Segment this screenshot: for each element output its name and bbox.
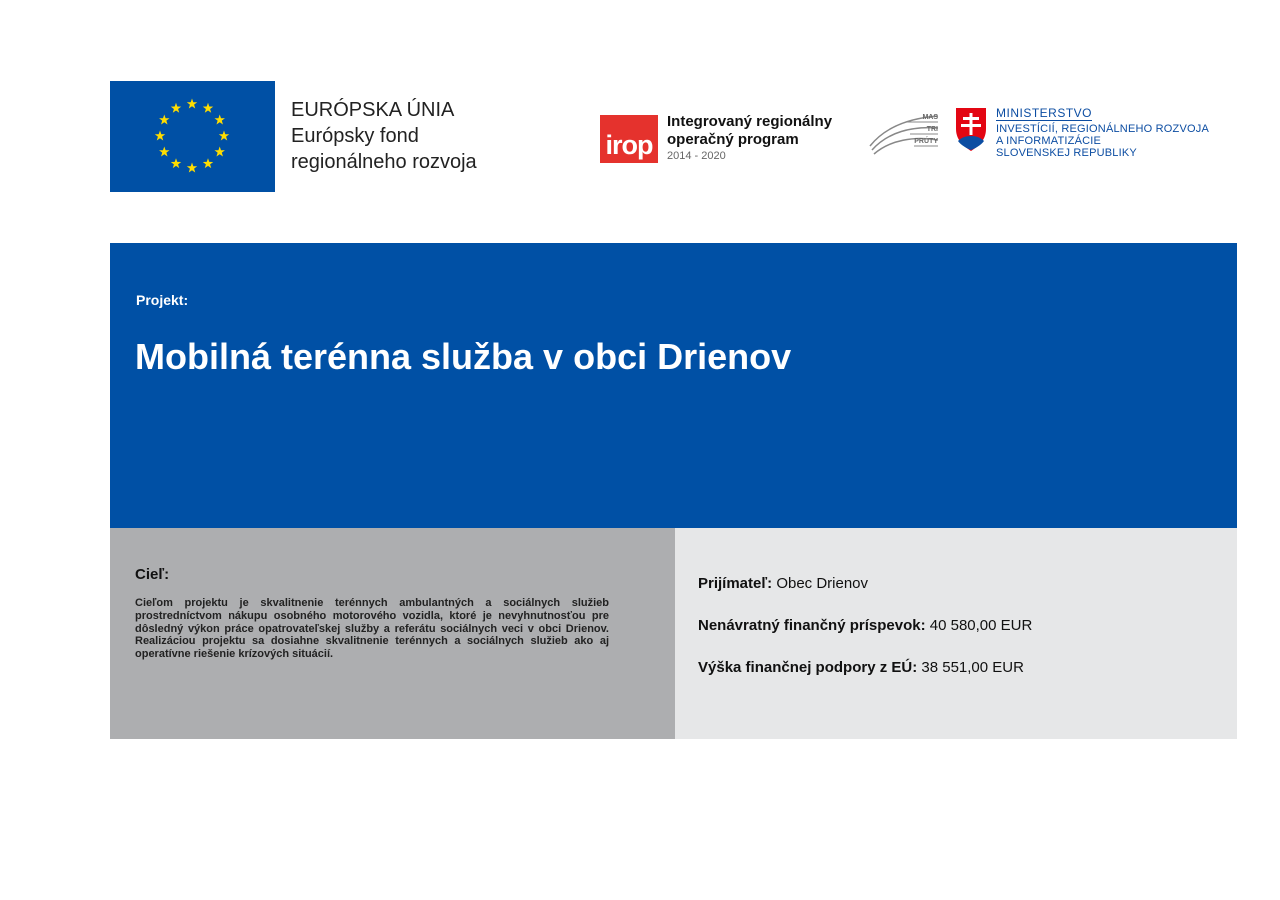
ministry-line-4: SLOVENSKEJ REPUBLIKY — [996, 147, 1137, 159]
project-label: Projekt: — [136, 292, 189, 308]
eu-support-value: 38 551,00 EUR — [921, 659, 1024, 676]
eu-star-icon — [159, 115, 169, 125]
mas-line-1: MAS — [922, 114, 938, 121]
eu-line-2: Európsky fond — [291, 125, 419, 147]
ministry-line-1: MINISTERSTVO — [996, 106, 1093, 120]
eu-support-row — [698, 659, 1024, 676]
goal-label: Cieľ: — [135, 566, 170, 583]
irop-years: 2014 - 2020 — [667, 150, 726, 162]
project-banner — [110, 243, 1237, 528]
eu-star-icon — [155, 131, 165, 141]
grant-value: 40 580,00 EUR — [929, 617, 1033, 634]
irop-logo: irop — [600, 115, 658, 163]
eu-support-label: Výška finančnej podpory z EÚ: — [698, 659, 918, 676]
project-title: Mobilná terénna služba v obci Drienov — [135, 336, 792, 377]
eu-star-icon — [214, 147, 224, 157]
goal-panel — [110, 528, 675, 739]
eu-star-icon — [219, 131, 229, 141]
recipient-value: Obec Drienov — [776, 575, 869, 592]
eu-star-icon — [171, 158, 181, 168]
mas-line-3: PRÚTY — [914, 138, 938, 145]
eu-star-icon — [203, 158, 213, 168]
eu-star-icon — [214, 115, 224, 125]
eu-star-icon — [187, 163, 197, 173]
irop-line-2: operačný program — [667, 131, 799, 148]
ministry-line-3: A INFORMATIZÁCIE — [996, 135, 1102, 147]
mas-line-2: TRI — [926, 126, 938, 133]
goal-text: Cieľom projektu je skvalitnenie terénnych ambulantných a sociálnych služieb prostredníctvom nákupu osobného motorového vozidla, ktoré je nevyhnutnosťou pre dôsledný výkon práce opatrovateľskej služby a referátu sociálnych veci v obci Drienov. Realizáciou projektu sa dosiahne skvalitnenie terénnych a sociálnych služieb ako aj operatívne riešenie krízových situácií. — [135, 597, 609, 661]
eu-flag-logo — [110, 81, 275, 192]
eu-line-1: EURÓPSKA ÚNIA — [291, 99, 455, 121]
ministry-line-2: INVESTÍCIÍ, REGIONÁLNEHO ROZVOJA — [996, 123, 1209, 135]
ministry-text — [996, 107, 1209, 159]
recipient-row — [698, 575, 868, 592]
info-panel — [675, 528, 1237, 739]
eu-star-icon — [171, 103, 181, 113]
recipient-label: Prijímateľ: — [698, 575, 773, 592]
grant-row — [698, 617, 1032, 634]
eu-star-icon — [159, 147, 169, 157]
eu-star-icon — [203, 103, 213, 113]
mas-tri-pruty-logo — [866, 106, 942, 158]
grant-label: Nenávratný finančný príspevok: — [698, 617, 926, 634]
irop-line-1: Integrovaný regionálny — [667, 113, 833, 130]
irop-text — [667, 113, 832, 163]
slovak-crest-icon — [955, 107, 987, 152]
eu-fund-text — [291, 97, 477, 175]
eu-line-3: regionálneho rozvoja — [291, 151, 477, 173]
eu-star-icon — [187, 99, 197, 109]
eu-stars-icon — [110, 81, 275, 192]
